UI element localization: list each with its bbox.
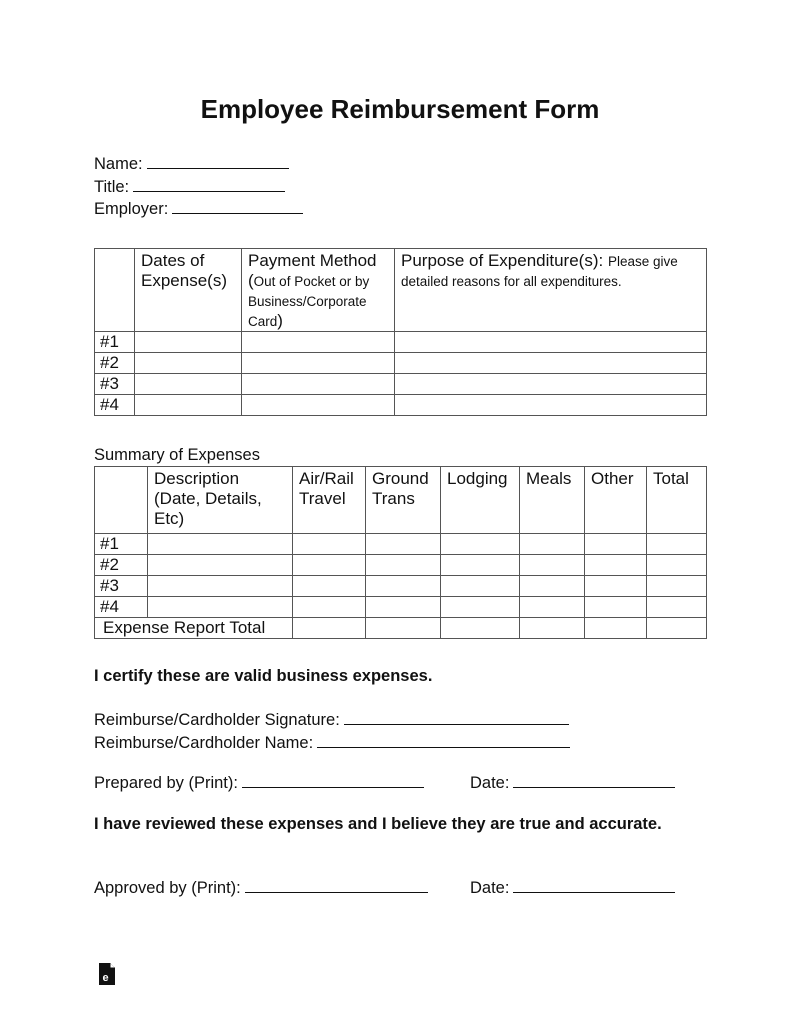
signature-label: Reimburse/Cardholder Signature: <box>94 711 340 729</box>
summary-table <box>94 466 707 639</box>
table-row <box>95 534 707 555</box>
dates-cell[interactable] <box>135 353 242 374</box>
dates-cell[interactable] <box>135 332 242 353</box>
title-field[interactable] <box>133 176 285 192</box>
total-cell[interactable] <box>647 576 707 597</box>
header-other: Other <box>585 467 647 534</box>
header-ground-trans: Ground Trans <box>366 467 441 534</box>
table-row <box>95 555 707 576</box>
payment-cell[interactable] <box>242 395 395 416</box>
prepared-field[interactable] <box>242 772 424 788</box>
table-row <box>95 332 707 353</box>
document-logo-icon <box>98 962 116 986</box>
description-cell[interactable] <box>148 555 293 576</box>
name-field[interactable] <box>147 153 289 169</box>
name-label: Name: <box>94 155 143 173</box>
svg-text:e: e <box>102 972 109 984</box>
payment-method-note: Out of Pocket or by Business/Corporate Card <box>248 274 370 329</box>
description-cell[interactable] <box>148 576 293 597</box>
cardholder-name-label: Reimburse/Cardholder Name: <box>94 733 314 752</box>
prepared-date-group <box>470 772 675 793</box>
purpose-cell[interactable] <box>395 374 707 395</box>
meals-cell[interactable] <box>520 576 585 597</box>
total-cell[interactable] <box>647 555 707 576</box>
other-cell[interactable] <box>585 597 647 618</box>
ground-trans-total-cell[interactable] <box>366 618 441 639</box>
lodging-cell[interactable] <box>441 597 520 618</box>
approved-date-label: Date: <box>470 879 510 897</box>
air-rail-cell[interactable] <box>293 534 366 555</box>
reviewed-statement: I have reviewed these expenses and I believe they are true and accurate. <box>94 815 662 833</box>
expense-table-header <box>95 249 707 332</box>
purpose-cell[interactable] <box>395 353 707 374</box>
name-row <box>94 153 303 176</box>
payment-paren-close: ) <box>277 311 283 330</box>
air-rail-total-cell[interactable] <box>293 618 366 639</box>
lodging-cell[interactable] <box>441 534 520 555</box>
total-cell[interactable] <box>647 597 707 618</box>
summary-label: Summary of Expenses <box>94 446 260 464</box>
header-blank <box>95 467 148 534</box>
row-number: #3 <box>95 576 148 597</box>
signature-field[interactable] <box>344 709 569 725</box>
header-air-rail: Air/Rail Travel <box>293 467 366 534</box>
header-total: Total <box>647 467 707 534</box>
table-row <box>95 353 707 374</box>
air-rail-cell[interactable] <box>293 597 366 618</box>
row-number: #4 <box>95 597 148 618</box>
title-row <box>94 176 303 199</box>
payment-paren-open: ( <box>248 271 254 290</box>
purpose-cell[interactable] <box>395 332 707 353</box>
ground-trans-cell[interactable] <box>366 534 441 555</box>
approved-date-group <box>470 877 675 898</box>
ground-trans-cell[interactable] <box>366 555 441 576</box>
employer-row <box>94 198 303 221</box>
header-payment-method <box>242 249 395 332</box>
air-rail-cell[interactable] <box>293 555 366 576</box>
cardholder-name-field[interactable] <box>317 732 570 748</box>
other-cell[interactable] <box>585 555 647 576</box>
meals-cell[interactable] <box>520 597 585 618</box>
other-total-cell[interactable] <box>585 618 647 639</box>
row-number: #2 <box>95 555 148 576</box>
meals-total-cell[interactable] <box>520 618 585 639</box>
employer-label: Employer: <box>94 200 169 218</box>
approved-date-field[interactable] <box>513 877 675 893</box>
ground-trans-cell[interactable] <box>366 576 441 597</box>
total-cell[interactable] <box>647 534 707 555</box>
cardholder-name-row <box>94 732 570 755</box>
signature-block <box>94 709 570 754</box>
signature-row <box>94 709 570 732</box>
lodging-cell[interactable] <box>441 555 520 576</box>
row-number: #4 <box>95 395 135 416</box>
header-description: Description (Date, Details, Etc) <box>148 467 293 534</box>
expense-table <box>94 248 707 416</box>
approved-row <box>94 877 510 898</box>
header-lodging: Lodging <box>441 467 520 534</box>
description-cell[interactable] <box>148 534 293 555</box>
table-row <box>95 395 707 416</box>
expense-report-total-label: Expense Report Total <box>95 618 293 639</box>
purpose-label: Purpose of Expenditure(s): <box>401 251 604 270</box>
meals-cell[interactable] <box>520 534 585 555</box>
prepared-label: Prepared by (Print): <box>94 774 238 792</box>
table-row <box>95 576 707 597</box>
payment-cell[interactable] <box>242 332 395 353</box>
description-cell[interactable] <box>148 597 293 618</box>
prepared-date-label: Date: <box>470 774 510 792</box>
prepared-date-field[interactable] <box>513 772 675 788</box>
payment-method-label: Payment Method <box>248 251 377 270</box>
certify-statement: I certify these are valid business expenses. <box>94 667 433 685</box>
grand-total-cell[interactable] <box>647 618 707 639</box>
lodging-cell[interactable] <box>441 576 520 597</box>
approved-label: Approved by (Print): <box>94 879 241 897</box>
payment-cell[interactable] <box>242 374 395 395</box>
header-meals: Meals <box>520 467 585 534</box>
row-number: #1 <box>95 534 148 555</box>
other-cell[interactable] <box>585 576 647 597</box>
row-number: #1 <box>95 332 135 353</box>
form-title: Employee Reimbursement Form <box>200 94 600 124</box>
purpose-cell[interactable] <box>395 395 707 416</box>
dates-cell[interactable] <box>135 395 242 416</box>
row-number: #3 <box>95 374 135 395</box>
approved-field[interactable] <box>245 877 428 893</box>
title-label: Title: <box>94 177 130 196</box>
header-purpose <box>395 249 707 332</box>
total-row <box>95 618 707 639</box>
air-rail-cell[interactable] <box>293 576 366 597</box>
table-row <box>95 597 707 618</box>
dates-cell[interactable] <box>135 374 242 395</box>
purpose-note: Please give detailed reasons for all expenditures. <box>401 254 678 289</box>
lodging-total-cell[interactable] <box>441 618 520 639</box>
row-number: #2 <box>95 353 135 374</box>
payment-cell[interactable] <box>242 353 395 374</box>
header-dates: Dates of Expense(s) <box>135 249 242 332</box>
header-blank <box>95 249 135 332</box>
ground-trans-cell[interactable] <box>366 597 441 618</box>
meals-cell[interactable] <box>520 555 585 576</box>
employer-field[interactable] <box>172 198 303 214</box>
table-row <box>95 374 707 395</box>
prepared-row <box>94 772 510 793</box>
employee-info <box>94 153 303 221</box>
summary-table-header <box>95 467 707 534</box>
other-cell[interactable] <box>585 534 647 555</box>
